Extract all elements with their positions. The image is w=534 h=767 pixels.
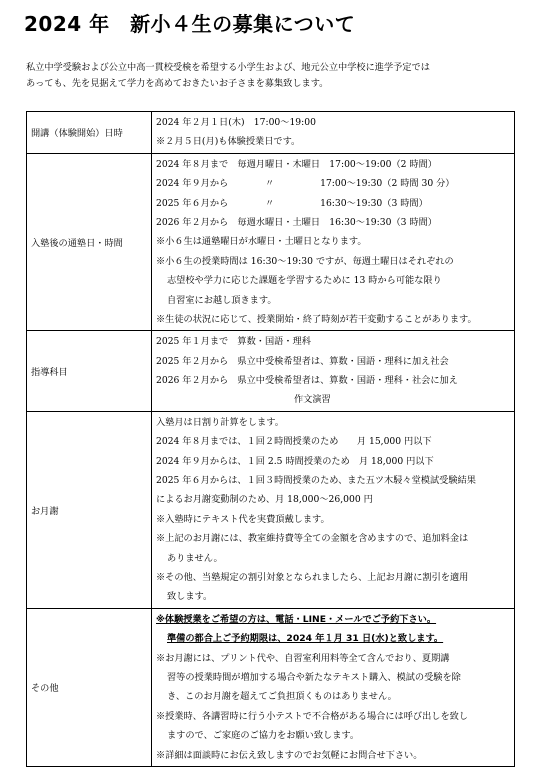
content-line-emphasis: ※体験授業をご希望の方は、電話・LINE・メールでご予約下さい。 [156, 613, 437, 625]
content-subjects [152, 331, 515, 412]
content-line: 2024 年９月から 〃 17:00～19:30（2 時間 30 分） [156, 178, 455, 190]
intro-line: 私立中学受験および公立中高一貫校受検を希望する小学生および、地元公立中学校に進学予定では [26, 62, 430, 73]
content-line: ※その他、当塾規定の割引対象となられましたら、上記お月謝に割引を適用 [156, 571, 469, 583]
content-line: 2024 年８月まで 毎週月曜日・木曜日 17:00～19:00（2 時間） [156, 158, 437, 170]
content-line: 致します。 [167, 591, 213, 603]
content-line: ※小６生の授業時間は 16:30～19:30 ですが、毎週土曜日はそれぞれの [156, 255, 454, 267]
content-line: ※上記のお月謝には、教室維持費等全ての金額を含めますので、追加料金は [156, 533, 469, 545]
content-line: 入塾月は日割り計算をします。 [156, 416, 284, 428]
content-tuition [152, 411, 515, 608]
content-line: き、このお月謝を超えてご負担頂くものはありません。 [167, 691, 397, 703]
content-line: 2025 年１月まで 算数・国語・理科 [156, 336, 311, 348]
content-line: ※授業時、各講習時に行う小テストで不合格がある場合には呼び出しを致し [156, 710, 469, 722]
content-line: ※お月謝には、プリント代や、自習室利用料等全て含んでおり、夏期講 [156, 652, 450, 664]
intro-line: あっても、先を見据えて学力を高めておきたいお子さまを募集致します。 [26, 78, 329, 89]
content-line: 自習室にお越し頂きます。 [167, 294, 277, 306]
label-attendance: 入塾後の通塾日・時間 [27, 153, 152, 331]
content-other [152, 608, 515, 766]
row-attendance [27, 153, 515, 331]
content-line: 作文演習 [294, 394, 331, 406]
content-line: によるお月謝変動制のため、月 18,000～26,000 円 [156, 494, 373, 506]
row-schedule [27, 112, 515, 154]
content-line: 2024 年８月までは、１回２時間授業のため 月 15,000 円以下 [156, 436, 432, 448]
content-line: 2024 年２月１日(木) 17:00～19:00 [156, 117, 316, 128]
content-line: 2025 年２月から 県立中受検希望者は、算数・国語・理科に加え社会 [156, 355, 449, 367]
content-line: ※入塾時にテキスト代を実費頂戴します。 [156, 513, 330, 525]
row-subjects [27, 331, 515, 412]
content-line: 2026 年２月から 県立中受検希望者は、算数・国語・理科・社会に加え [156, 375, 458, 387]
content-line: ありません。 [167, 552, 223, 564]
content-line: 2024 年９月からは、１回 2.5 時間授業のため 月 18,000 円以下 [156, 455, 434, 467]
label-subjects: 指導科目 [27, 331, 152, 412]
content-line: ※生徒の状況に応じて、授業開始・終了時刻が若干変動することがあります。 [156, 313, 477, 325]
content-line: 習等の授業時間が増加する場合や新たなテキスト購入、模試の受験を除 [167, 671, 461, 683]
content-line: ※２月５日(月)も体験授業日です。 [156, 136, 301, 148]
label-tuition: お月謝 [27, 411, 152, 608]
content-line: ますので、ご家庭のご協力をお願い致します。 [167, 730, 360, 742]
content-line-emphasis: 準備の都合上ご予約期限は、2024 年１月 31 日(水)と致します。 [167, 633, 444, 645]
label-other: その他 [27, 608, 152, 766]
content-schedule [152, 112, 515, 154]
info-table [26, 111, 515, 767]
row-tuition [27, 411, 515, 608]
content-attendance [152, 153, 515, 331]
content-line: 2026 年２月から 毎週水曜日・土曜日 16:30～19:30（3 時間） [156, 216, 437, 228]
content-line: 2025 年６月からは、１回３時間授業のため、また五ツ木駸々堂模試受験結果 [156, 475, 476, 487]
label-schedule: 開講（体験開始）日時 [27, 112, 152, 154]
content-line: ※詳細は面談時にお伝え致しますのでお気軽にお問合せ下さい。 [156, 749, 423, 761]
content-line: 志望校や学力に応じた課題を学習するために 13 時から可能な限り [167, 275, 442, 287]
row-other [27, 608, 515, 766]
content-line: ※小６生は通塾曜日が水曜日・土曜日となります。 [156, 236, 367, 248]
intro-text [26, 60, 516, 92]
page-title: 2024 年 新小４生の募集について [24, 12, 356, 36]
content-line: 2025 年６月から 〃 16:30～19:30（3 時間） [156, 197, 428, 209]
